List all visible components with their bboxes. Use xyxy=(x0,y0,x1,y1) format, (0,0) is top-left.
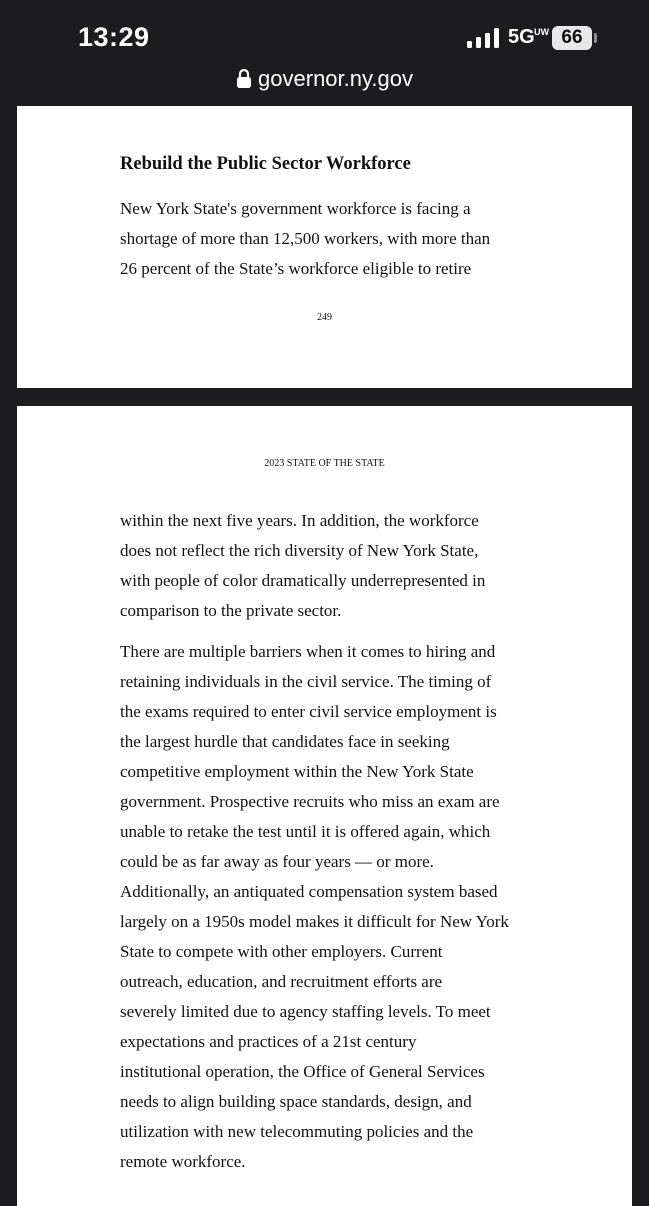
text-line: shortage of more than 12,500 workers, with more than xyxy=(120,229,491,248)
network-type: 5G xyxy=(508,26,535,48)
text-line: retaining individuals in the civil service. The timing of xyxy=(120,672,492,691)
battery-icon xyxy=(552,26,592,50)
text-line: severely limited due to agency staffing levels. To meet xyxy=(120,1002,491,1021)
text-line: could be as far away as four years — or more. xyxy=(120,852,434,871)
text-line: remote workforce. xyxy=(120,1152,246,1171)
running-header: 2023 STATE OF THE STATE xyxy=(264,458,385,469)
lock-icon xyxy=(236,68,252,88)
text-line: largely on a 1950s model makes it difficult for New York xyxy=(120,912,509,931)
paragraph-continuation xyxy=(120,506,550,626)
text-line: unable to retake the test until it is offered again, which xyxy=(120,822,491,841)
document-page-249 xyxy=(17,106,632,388)
section-heading: Rebuild the Public Sector Workforce xyxy=(120,154,411,174)
text-line: State to compete with other employers. Current xyxy=(120,942,443,961)
status-bar xyxy=(0,0,649,60)
text-line: the largest hurdle that candidates face in seeking xyxy=(120,732,450,751)
address-bar[interactable] xyxy=(0,62,649,96)
text-line: outreach, education, and recruitment efforts are xyxy=(120,972,443,991)
network-indicator xyxy=(508,26,549,49)
text-line: 26 percent of the State’s workforce eligible to retire xyxy=(120,259,472,278)
text-line: government. Prospective recruits who miss an exam are xyxy=(120,792,500,811)
text-line: Additionally, an antiquated compensation system based xyxy=(120,882,498,901)
text-line: expectations and practices of a 21st century xyxy=(120,1032,417,1051)
battery-level: 66 xyxy=(561,27,583,48)
text-line: comparison to the private sector. xyxy=(120,601,342,620)
text-line: utilization with new telecommuting policies and the xyxy=(120,1122,474,1141)
text-line: There are multiple barriers when it comes to hiring and xyxy=(120,642,496,661)
text-line: institutional operation, the Office of General Services xyxy=(120,1062,485,1081)
text-line: with people of color dramatically underrepresented in xyxy=(120,571,486,590)
document-page-250 xyxy=(17,406,632,1206)
paragraph-intro xyxy=(120,194,550,284)
text-line: within the next five years. In addition, the workforce xyxy=(120,511,479,530)
text-line: needs to align building space standards, design, and xyxy=(120,1092,472,1111)
text-line: does not reflect the rich diversity of New York State, xyxy=(120,541,479,560)
text-line: the exams required to enter civil service employment is xyxy=(120,702,497,721)
battery-cap xyxy=(594,33,597,43)
network-suffix: UW xyxy=(534,27,549,37)
text-line: competitive employment within the New York State xyxy=(120,762,474,781)
cellular-signal-icon xyxy=(467,28,501,48)
url-text: governor.ny.gov xyxy=(258,66,413,91)
page-number: 249 xyxy=(317,312,332,323)
status-time: 13:29 xyxy=(78,22,150,52)
text-line: New York State's government workforce is facing a xyxy=(120,199,471,218)
paragraph-barriers xyxy=(120,637,550,1177)
